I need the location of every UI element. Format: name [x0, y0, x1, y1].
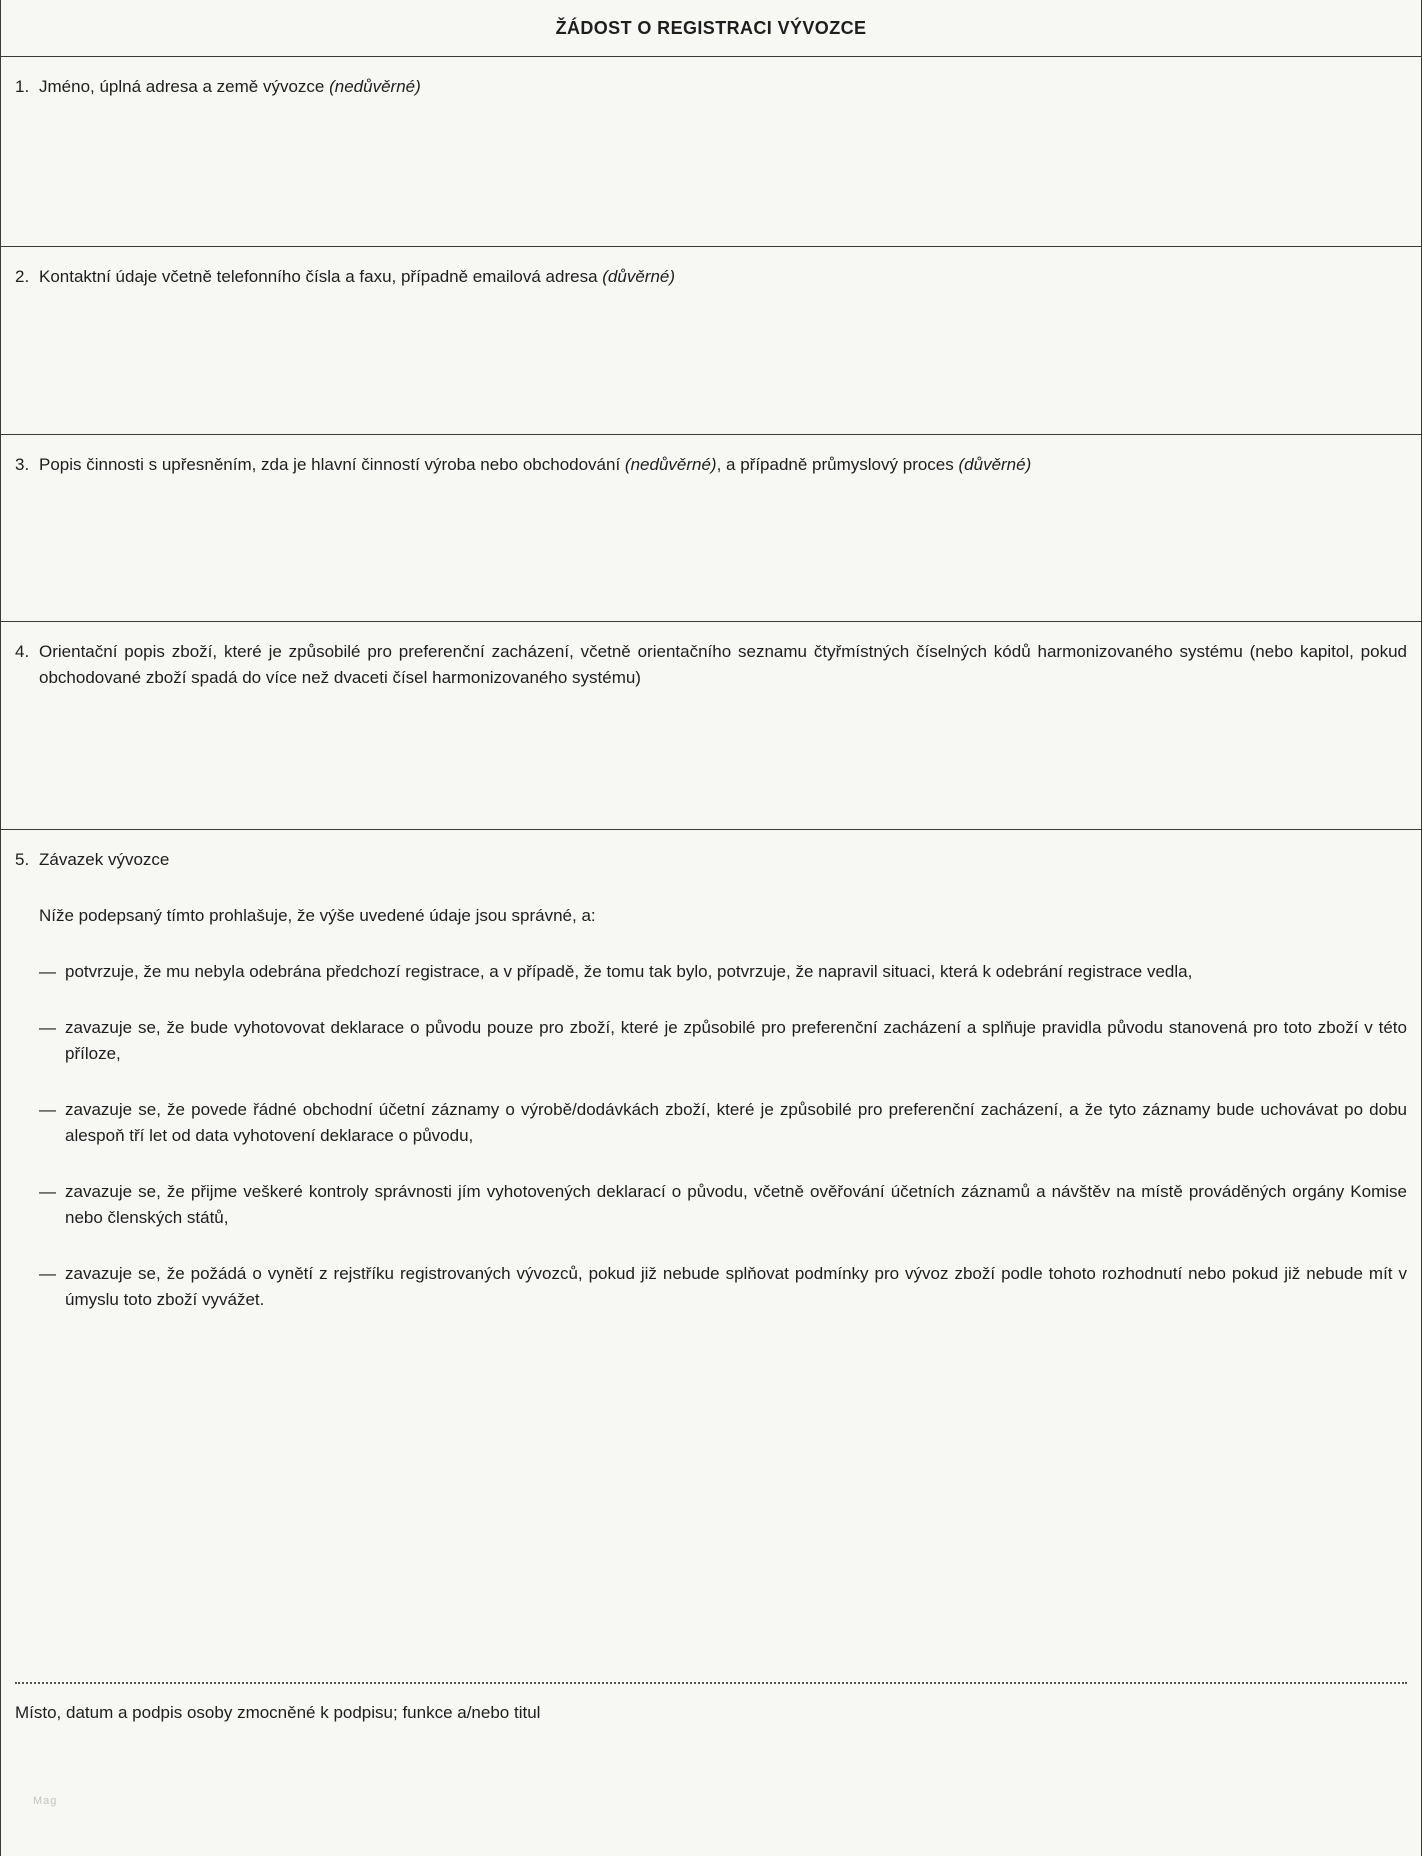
section-5-label [15, 847, 1407, 873]
section-5-heading: Závazek vývozce [39, 850, 170, 869]
declaration-item-1 [39, 959, 1407, 985]
section-5-undertaking [1, 830, 1421, 1856]
declaration-text: potvrzuje, že mu nebyla odebrána předchozí registrace, a v případě, že tomu tak bylo, potvrzuje, že napravil situaci, která k odebrání registrace vedla, [65, 962, 1193, 981]
section-label-text: Kontaktní údaje včetně telefonního čísla a faxu, případně emailová adresa (důvěrné) [39, 267, 676, 286]
declaration-list [15, 959, 1407, 1313]
section-label [15, 74, 1407, 100]
em-dash-bullet: — [39, 1264, 56, 1283]
section-number: 2. [15, 267, 30, 286]
section-3 [1, 435, 1421, 622]
declaration-text: zavazuje se, že přijme veškeré kontroly správnosti jím vyhotovených deklarací o původu, včetně ověřování účetních záznamů a návštěv na místě prováděných orgány Komise nebo členských států, [65, 1182, 1407, 1227]
section-number: 3. [15, 455, 30, 474]
section-number: 1. [15, 77, 30, 96]
section-4 [1, 622, 1421, 830]
signature-caption: Místo, datum a podpis osoby zmocněné k podpisu; funkce a/nebo titul [15, 1703, 541, 1722]
em-dash-bullet: — [39, 962, 56, 981]
em-dash-bullet: — [39, 1182, 56, 1201]
section-2 [1, 247, 1421, 435]
declaration-text: zavazuje se, že bude vyhotovovat deklarace o původu pouze pro zboží, které je způsobilé pro preferenční zacházení a splňuje pravidla původu stanovená pro toto zboží v této příloze, [65, 1018, 1407, 1063]
declaration-item-5 [39, 1261, 1407, 1313]
section-1 [1, 57, 1421, 247]
declaration-item-3 [39, 1097, 1407, 1149]
section-label-text: Jméno, úplná adresa a země vývozce (nedůvěrné) [39, 77, 421, 96]
section-label [15, 264, 1407, 290]
declaration-item-2 [39, 1015, 1407, 1067]
declaration-item-4 [39, 1179, 1407, 1231]
section-label-text: Orientační popis zboží, které je způsobilé pro preferenční zacházení, včetně orientačního seznamu čtyřmístných číselných kódů harmonizovaného systému (nebo kapitol, pokud obchodované zboží spadá do více než dvaceti čísel harmonizovaného systému) [39, 642, 1407, 687]
section-number: 5. [15, 850, 30, 869]
signature-area [15, 1682, 1407, 1726]
declaration-text: zavazuje se, že povede řádné obchodní účetní záznamy o výrobě/dodávkách zboží, které je způsobilé pro preferenční zacházení, a že tyto záznamy bude uchovávat po dobu alespoň tří let od data vyhotovení deklarace o původu, [65, 1100, 1407, 1145]
em-dash-bullet: — [39, 1100, 56, 1119]
section-number: 4. [15, 642, 30, 661]
section-label [15, 639, 1407, 691]
em-dash-bullet: — [39, 1018, 56, 1037]
document-title: ŽÁDOST O REGISTRACI VÝVOZCE [555, 17, 867, 38]
document-header [1, 0, 1421, 57]
declaration-text: zavazuje se, že požádá o vynětí z rejstříku registrovaných vývozců, pokud již nebude splňovat podmínky pro vývoz zboží podle tohoto rozhodnutí nebo pokud již nebude mít v úmyslu toto zboží vyvážet. [65, 1264, 1407, 1309]
form-sections [1, 57, 1421, 830]
declaration-intro: Níže podepsaný tímto prohlašuje, že výše uvedené údaje jsou správné, a: [39, 906, 596, 925]
signature-line [15, 1682, 1407, 1684]
section-label-text: Popis činnosti s upřesněním, zda je hlavní činností výroba nebo obchodování (nedůvěrné), a případně průmyslový proces (důvěrné) [39, 455, 1032, 474]
scan-artifact: Mag [33, 1795, 58, 1807]
section-label [15, 452, 1407, 478]
